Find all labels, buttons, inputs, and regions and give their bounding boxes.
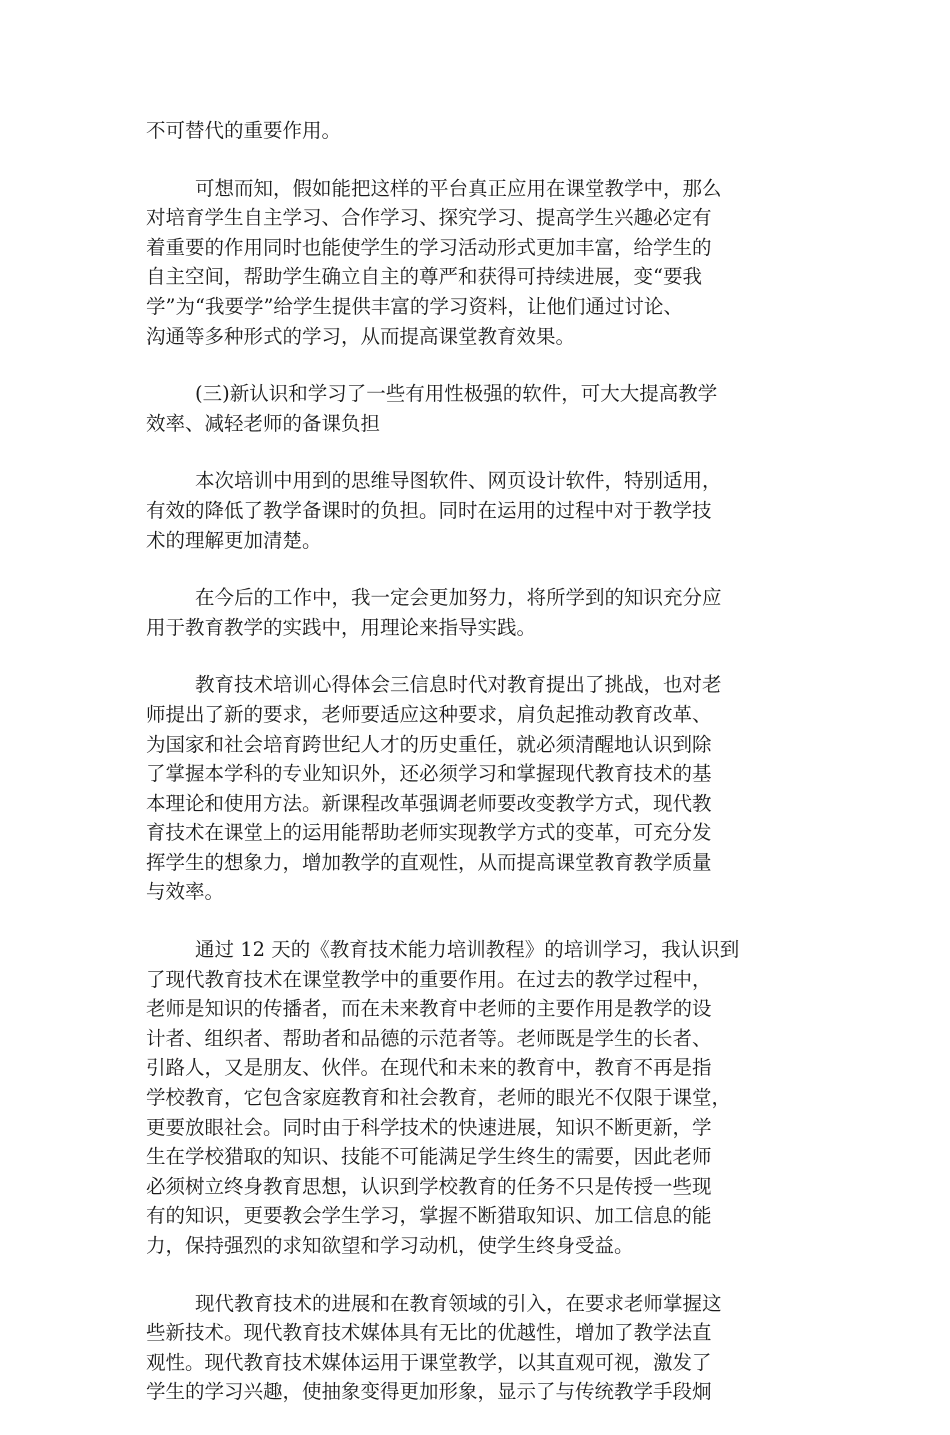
- text-line: 师提出了新的要求，老师要适应这种要求，肩负起推动教育改革、: [146, 702, 712, 726]
- text-line: 教育技术培训心得体会三信息时代对教育提出了挑战，也对老: [195, 673, 722, 697]
- text-line: 些新技术。现代教育技术媒体具有无比的优越性，增加了教学法直: [146, 1321, 712, 1345]
- paragraph: [146, 583, 814, 642]
- document-page: [146, 116, 814, 1435]
- text-line: 老师是知识的传播者，而在未来教育中老师的主要作用是教学的设: [146, 997, 712, 1021]
- text-line: 沟通等多种形式的学习，从而提高课堂教育效果。: [146, 324, 576, 348]
- text-line: 育技术在课堂上的运用能帮助老师实现教学方式的变革，可充分发: [146, 821, 712, 845]
- text-line: 更要放眼社会。同时由于科学技术的快速进展，知识不断更新，学: [146, 1115, 712, 1139]
- paragraph: [146, 935, 814, 1261]
- paragraph: [146, 670, 814, 907]
- text-line: 了掌握本学科的专业知识外，还必须学习和掌握现代教育技术的基: [146, 762, 712, 786]
- text-line: 生在学校猎取的知识、技能不可能满足学生终生的需要，因此老师: [146, 1145, 712, 1169]
- text-line: 学生的学习兴趣，使抽象变得更加形象，显示了与传统教学手段炯: [146, 1380, 712, 1404]
- text-line: 有的知识，更要教会学生学习，掌握不断猎取知识、加工信息的能: [146, 1204, 712, 1228]
- paragraph: [146, 466, 814, 555]
- text-line: 用于教育教学的实践中，用理论来指导实践。: [146, 615, 537, 639]
- paragraph: [146, 1289, 814, 1407]
- text-line: 术的理解更加清楚。: [146, 528, 322, 552]
- text-line: 了现代教育技术在课堂教学中的重要作用。在过去的教学过程中，: [146, 967, 712, 991]
- text-line: 为国家和社会培育跨世纪人才的历史重任，就必须清醒地认识到除: [146, 732, 712, 756]
- text-line: 挥学生的想象力，增加教学的直观性，从而提高课堂教育教学质量: [146, 850, 712, 874]
- text-line: 自主空间，帮助学生确立自主的尊严和获得可持续进展，变“要我: [146, 265, 702, 289]
- text-line: 在今后的工作中，我一定会更加努力，将所学到的知识充分应: [195, 586, 722, 610]
- text-line: 与效率。: [146, 880, 225, 904]
- text-line: 可想而知，假如能把这样的平台真正应用在课堂教学中，那么: [195, 176, 722, 200]
- paragraph: [146, 116, 814, 146]
- text-line: 效率、减轻老师的备课负担: [146, 411, 381, 435]
- text-line: (三)新认识和学习了一些有用性极强的软件，可大大提高教学: [195, 382, 718, 406]
- paragraph: [146, 379, 814, 438]
- text-line: 计者、组织者、帮助者和品德的示范者等。老师既是学生的长者、: [146, 1026, 712, 1050]
- paragraph: [146, 174, 814, 352]
- text-line: 通过 12 天的《教育技术能力培训教程》的培训学习，我认识到: [195, 938, 740, 962]
- text-line: 着重要的作用同时也能使学生的学习活动形式更加丰富，给学生的: [146, 235, 712, 259]
- text-line: 学校教育，它包含家庭教育和社会教育，老师的眼光不仅限于课堂，: [146, 1086, 732, 1110]
- text-line: 本次培训中用到的思维导图软件、网页设计软件，特别适用，: [195, 469, 722, 493]
- text-line: 对培育学生自主学习、合作学习、探究学习、提高学生兴趣必定有: [146, 206, 712, 230]
- text-line: 不可替代的重要作用。: [146, 119, 342, 142]
- text-line: 必须树立终身教育思想，认识到学校教育的任务不只是传授一些现: [146, 1174, 712, 1198]
- text-line: 学”为“我要学”给学生提供丰富的学习资料，让他们通过讨论、: [146, 294, 683, 318]
- text-line: 本理论和使用方法。新课程改革强调老师要改变教学方式，现代教: [146, 791, 712, 815]
- text-line: 力，保持强烈的求知欲望和学习动机，使学生终身受益。: [146, 1234, 634, 1257]
- text-line: 现代教育技术的进展和在教育领域的引入，在要求老师掌握这: [195, 1291, 722, 1315]
- text-line: 观性。现代教育技术媒体运用于课堂教学，以其直观可视，激发了: [146, 1350, 712, 1374]
- text-line: 有效的降低了教学备课时的负担。同时在运用的过程中对于教学技: [146, 498, 712, 522]
- text-line: 引路人，又是朋友、伙伴。在现代和未来的教育中，教育不再是指: [146, 1056, 712, 1080]
